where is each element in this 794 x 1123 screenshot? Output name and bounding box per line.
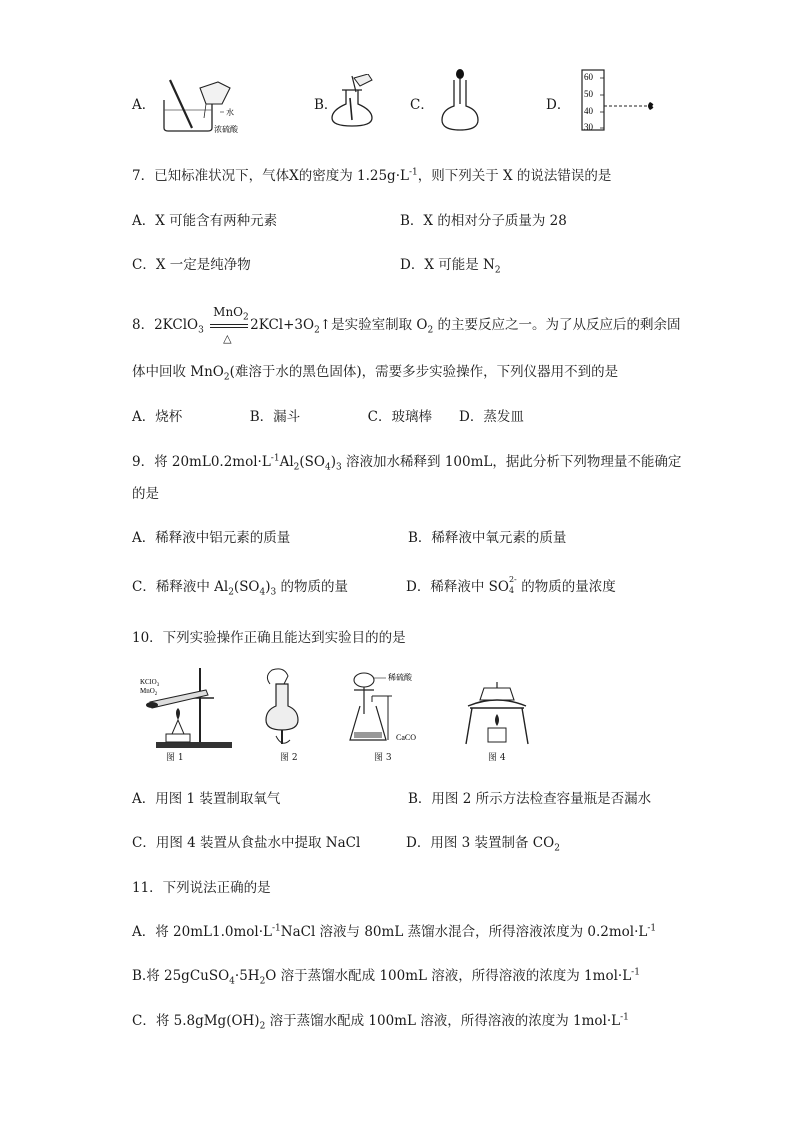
q7-option-a: A．X 可能含有两种元素 (132, 213, 278, 229)
option-b-label: B． (314, 97, 338, 113)
q8-stem-line1: 8．2KClO$_3$ MnO$_2$ △ $2KCl+3O_2↑$是实验室制取 $O_2$ 的主要反应之一。为了从反应后的剩余固 (132, 304, 681, 345)
caption-figure-4: 图 4 (488, 753, 506, 763)
figure-2-volumetric-flask-check (262, 666, 306, 752)
q11-option-a: A．将 $20mL1.0mol\cdot L^{-1}NaCl$ 溶液与 80mL 蒸馏水混合，所得溶液浓度为 $0.2mol\cdot L^{-1}$ (132, 923, 657, 940)
tick-40: 40 (584, 106, 593, 116)
option-a-label: A． (132, 97, 156, 113)
q7-stem: 7．已知标准状况下，气体X的密度为 $1.25g\cdot L^{-1}$，则下列关于 X 的说法错误的是 (132, 167, 612, 184)
q10-option-b: B．用图 2 所示方法检查容量瓶是否漏水 (408, 791, 652, 807)
caption-figure-3: 图 3 (374, 753, 392, 763)
dilute-acid-label: 稀硫酸 (388, 673, 412, 682)
q10-stem: 10．下列实验操作正确且能达到实验目的的是 (132, 630, 406, 646)
q8-options: A．烧杯 B．漏斗 C．玻璃棒 D．蒸发皿 (132, 409, 524, 425)
tick-50: 50 (584, 89, 593, 99)
q10-option-c: C．用图 4 装置从食盐水中提取 NaCl (132, 835, 361, 851)
q9-option-a: A．稀释液中铝元素的质量 (132, 530, 291, 546)
water-label: 水 (226, 108, 234, 117)
svg-text:KClO3: KClO$_3$ (140, 678, 160, 688)
caption-figure-2: 图 2 (280, 753, 298, 763)
figure-3-co2-generator (348, 670, 434, 754)
q9-stem-line1: 9．将 $20mL0.2mol\cdot L^{-1}Al_2(SO_4)_3$ 溶液加水稀释到 100mL，据此分析下列物理量不能确定 (132, 453, 682, 473)
q9-option-c: C．稀释液中 $Al_2(SO_4)_3$ 的物质的量 (132, 579, 349, 598)
q9-option-b: B．稀释液中氧元素的质量 (408, 530, 567, 546)
q11-option-c: C．将 $5.8gMg(OH)_2$ 溶于蒸馏水配成 100mL 溶液，所得溶液的浓度为 $1mol\cdot L^{-1}$ (132, 1012, 629, 1032)
reaction-condition: MnO$_2$ △ (210, 319, 248, 333)
q10-option-d: D．用图 3 装置制备 $CO_2$ (406, 835, 560, 854)
q10-option-a: A．用图 1 装置制取氧气 (132, 791, 281, 807)
volumetric-flask-pour-figure (328, 74, 384, 128)
figure-1-oxygen-apparatus (138, 662, 238, 764)
q7-option-b: B．X 的相对分子质量为 28 (400, 213, 567, 229)
acid-label: 浓硫酸 (214, 125, 238, 134)
q7-option-d: D．X 可能是 $N_2$ (400, 257, 501, 276)
q8-stem-line2: 体中回收 MnO$_2$(难溶于水的黑色固体)，需要多步实验操作，下列仪器用不到的是 (132, 364, 619, 383)
option-d-label: D． (546, 97, 571, 113)
caco3-label: CaCO (396, 733, 416, 742)
svg-text:MnO2: MnO$_2$ (140, 687, 158, 697)
q9-option-d: D．稀释液中 SO 2- 4 的物质的量浓度 (406, 575, 616, 595)
tick-60: 60 (584, 72, 593, 82)
dropper-flask-figure (440, 66, 492, 134)
q9-stem-line2: 的是 (132, 486, 159, 502)
q11-stem: 11．下列说法正确的是 (132, 880, 271, 896)
q7-option-c: C．X 一定是纯净物 (132, 257, 251, 273)
dilution-beaker-figure (160, 78, 252, 134)
caption-figure-1: 图 1 (166, 753, 184, 763)
figure-4-evaporation (460, 678, 534, 754)
tick-30: 30 (584, 122, 593, 132)
option-c-label: C． (410, 97, 434, 113)
q11-option-b: B.将 $25gCuSO_4\cdot 5H_2O$ 溶于蒸馏水配成 100mL 溶液，所得溶液的浓度为 $1mol\cdot L^{-1}$ (132, 967, 640, 987)
graduated-cylinder-reading-figure (580, 68, 670, 134)
